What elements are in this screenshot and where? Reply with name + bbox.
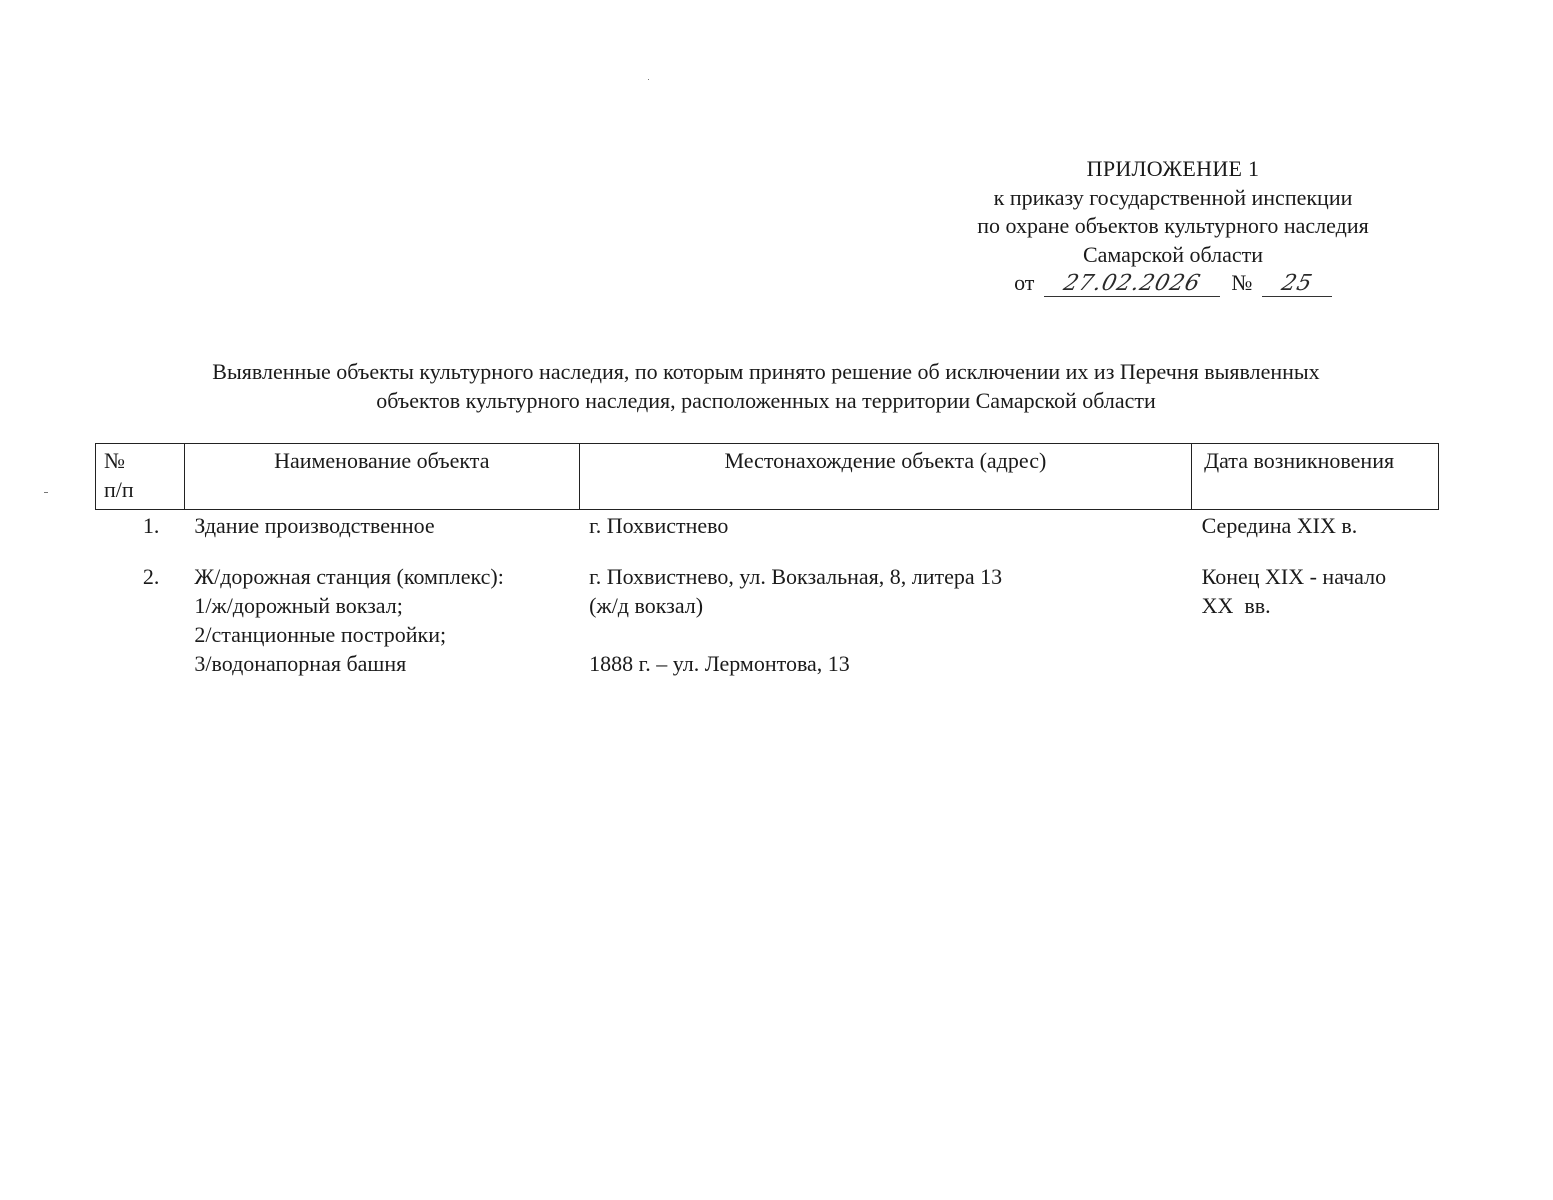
table-row [96,510,1439,563]
table-header-row [96,444,1439,510]
appendix-line: к приказу государственной инспекции [993,184,1353,210]
appendix-line: по охране объектов культурного наследия [977,213,1369,238]
object-date: Конец XIX - начало XX вв. [1201,564,1387,618]
handwritten-number: 25 [1262,272,1332,297]
heading-line: объектов культурного наследия, расположенных на территории Самарской области [376,388,1156,413]
object-name: Здание производственное [194,513,435,538]
object-address: г. Похвистнево, ул. Вокзальная, 8, литера 13 (ж/д вокзал) 1888 г. – ул. Лермонтова, 13 [589,564,1003,676]
objects-table [95,443,1439,678]
scan-speck [648,79,649,80]
handwritten-date: 27.02.2026 [1044,272,1220,297]
object-date: Середина XIX в. [1201,513,1358,538]
scan-speck [44,492,48,493]
row-number: 2. [142,564,160,589]
heading-line: Выявленные объекты культурного наследия, по которым принято решение об исключении их из Перечня выявленных [212,359,1320,384]
document-heading [96,357,1436,415]
order-date-line [900,269,1446,298]
table-row [96,562,1439,678]
header-num: № п/п [96,444,185,510]
row-number: 1. [142,513,160,538]
appendix-title: ПРИЛОЖЕНИЕ 1 [1086,156,1260,181]
appendix-block [900,155,1446,298]
header-date: Дата возникновения [1192,444,1439,510]
object-address: г. Похвистнево [589,513,729,538]
header-address: Местонахождение объекта (адрес) [579,444,1191,510]
number-prefix: № [1231,270,1253,295]
date-prefix: от [1014,270,1035,295]
appendix-line: Самарской области [1082,241,1264,267]
header-name: Наименование объекта [184,444,579,510]
object-name: Ж/дорожная станция (комплекс): 1/ж/дорожный вокзал; 2/станционные постройки; 3/водонапорная башня [194,564,504,676]
